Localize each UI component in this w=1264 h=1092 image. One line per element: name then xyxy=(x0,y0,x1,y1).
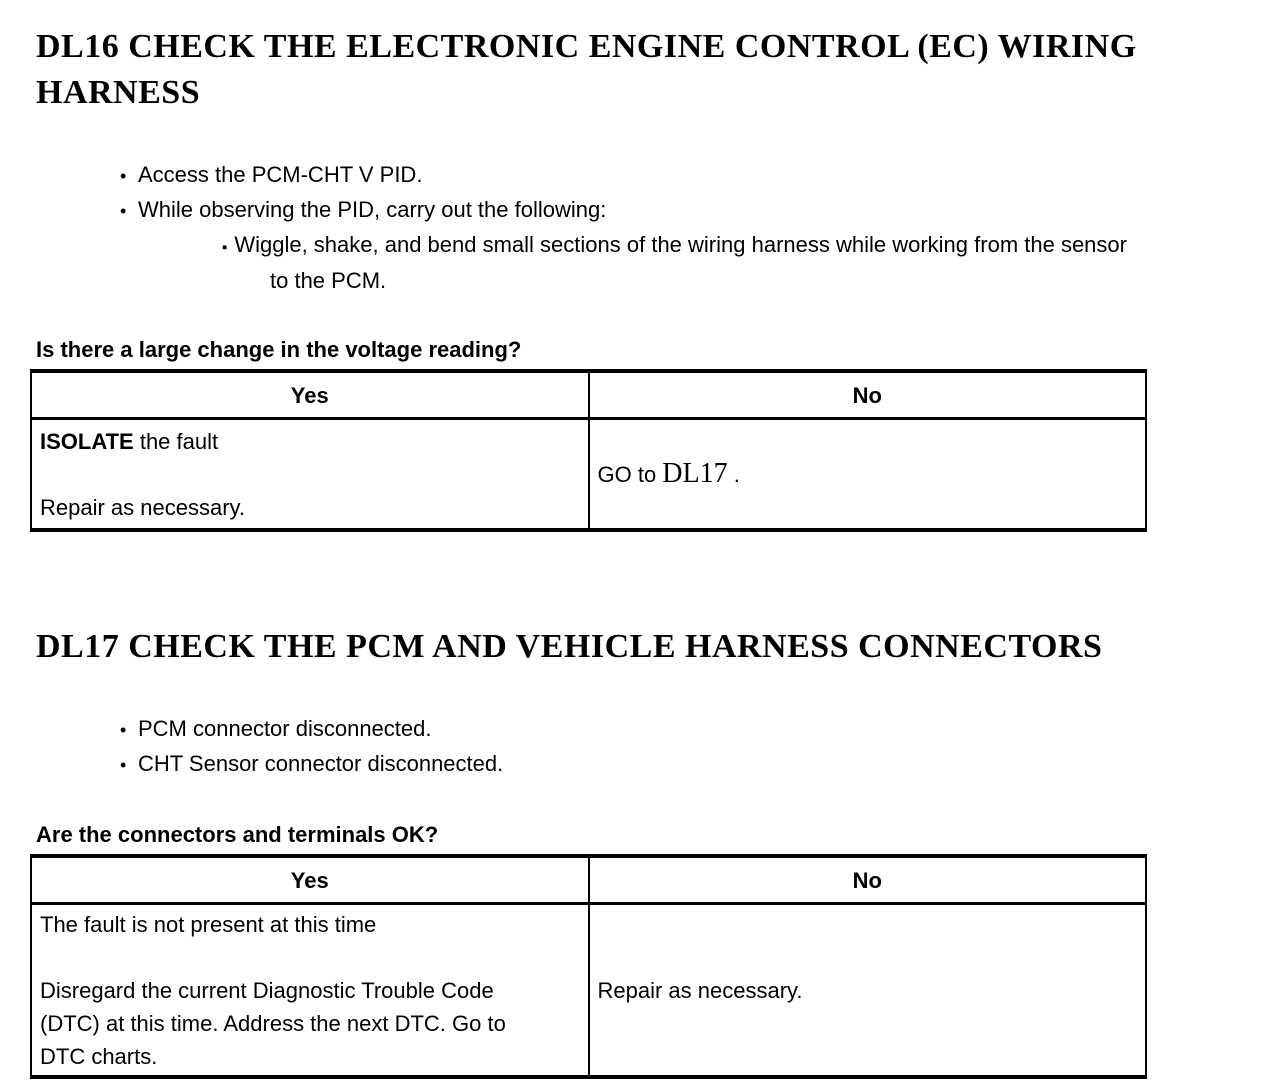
dl17-decision-table xyxy=(30,854,1147,1079)
bullet-dot-icon: • xyxy=(120,201,127,221)
dl17-heading: DL17 CHECK THE PCM AND VEHICLE HARNESS CONNECTORS xyxy=(36,628,1103,665)
bullet-text: PCM connector disconnected. xyxy=(138,716,432,741)
dl17-question: Are the connectors and terminals OK? xyxy=(36,822,439,847)
action-word: ISOLATE xyxy=(40,428,134,454)
bullet-text: Access the PCM-CHT V PID. xyxy=(138,162,423,187)
period-text: . xyxy=(727,462,740,487)
blank-line xyxy=(40,941,548,974)
no-column-header: No xyxy=(589,371,1147,419)
sub-bullet-item xyxy=(222,228,1145,297)
dl16-question: Is there a large change in the voltage reading? xyxy=(36,337,522,362)
yes-cell-paragraph: Disregard the current Diagnostic Trouble Code (DTC) at this time. Address the next DTC. Go to DTC charts. xyxy=(40,977,506,1069)
bullet-item xyxy=(120,747,1234,782)
no-cell-line: Repair as necessary. xyxy=(597,977,803,1003)
table-body-row xyxy=(31,419,1146,531)
bullet-item xyxy=(120,712,1234,747)
bullet-text: While observing the PID, carry out the following: xyxy=(138,197,607,222)
table-header-row xyxy=(31,371,1146,419)
dl17-no-cell xyxy=(589,904,1147,1078)
dl16-heading: DL16 CHECK THE ELECTRONIC ENGINE CONTROL (EC) WIRING HARNESS xyxy=(36,28,1137,111)
dl17-link[interactable]: DL17 xyxy=(662,458,728,489)
yes-column-header: Yes xyxy=(31,856,589,904)
yes-column-header: Yes xyxy=(31,371,589,419)
dl17-bullet-list xyxy=(36,712,1234,782)
yes-cell-text: the fault xyxy=(133,428,219,454)
no-cell-line xyxy=(598,457,1106,491)
table-header-row xyxy=(31,856,1146,904)
bullet-item xyxy=(120,158,1234,193)
bullet-text: CHT Sensor connector disconnected. xyxy=(138,751,504,776)
sub-bullet-text: Wiggle, shake, and bend small sections of the wiring harness while working from the sensor to the PCM. xyxy=(234,232,1127,293)
dl16-decision-table xyxy=(30,369,1147,532)
bullet-dot-icon: • xyxy=(120,755,127,775)
go-to-text: GO to xyxy=(597,462,663,487)
bullet-item xyxy=(120,193,1234,228)
bullet-dot-icon: • xyxy=(120,166,127,186)
no-column-header: No xyxy=(589,856,1147,904)
dl16-no-cell xyxy=(589,419,1147,531)
yes-cell-line: The fault is not present at this time xyxy=(40,911,377,937)
blank-line xyxy=(40,458,548,491)
table-body-row xyxy=(31,904,1146,1078)
square-bullet-icon: ▪ xyxy=(222,239,228,256)
dl17-yes-cell xyxy=(31,904,589,1078)
bullet-dot-icon: • xyxy=(120,720,127,740)
yes-cell-line: Repair as necessary. xyxy=(40,494,246,520)
yes-cell-line xyxy=(40,425,548,458)
dl16-yes-cell xyxy=(31,419,589,531)
dl16-bullet-list xyxy=(36,158,1234,297)
